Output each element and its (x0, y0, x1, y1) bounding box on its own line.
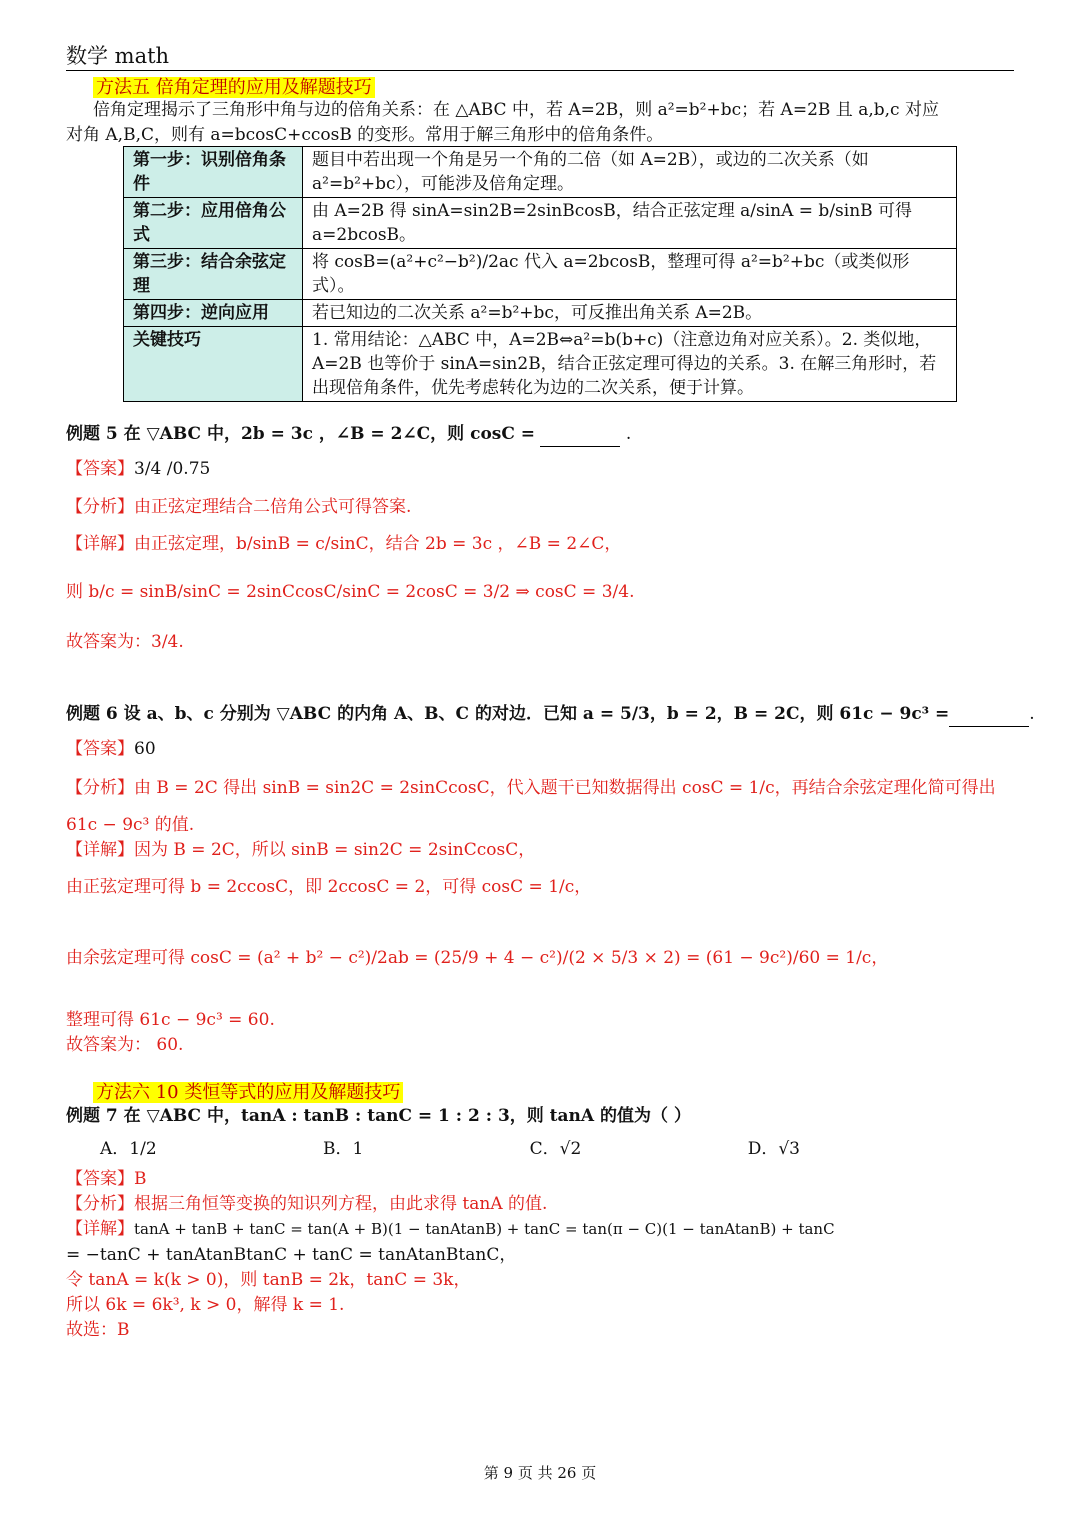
ex7-detail: 【详解】tanA + tanB + tanC = tan(A + B)(1 − tanAtanB) + tanC = tan(π − C)(1 − tanAtanB) + tanC (66, 1219, 835, 1239)
ex7-question: 例题 7 在 ▽ABC 中，tanA : tanB : tanC = 1 : 2 : 3，则 tanA 的值为（ ） (66, 1106, 691, 1126)
ex6-question: 例题 6 设 a、b、c 分别为 ▽ABC 的内角 A、B、C 的对边．已知 a = 5/3，b = 2，B = 2C，则 61c − 9c³ = . (66, 702, 1035, 727)
ex6-detail-line2: 由正弦定理可得 b = 2ccosC，即 2ccosC = 2，可得 cosC = 1/c， (66, 877, 592, 897)
step-label: 第二步：应用倍角公式 (124, 198, 303, 249)
ex6-conclusion: 故答案为： 60. (66, 1035, 184, 1055)
option-c[interactable]: C．√2 (529, 1139, 582, 1159)
ex7-answer: 【答案】B (66, 1169, 147, 1189)
ex6-detail-line3: 由余弦定理可得 cosC = (a² + b² − c²)/2ab = (25/9 + 4 − c²)/(2 × 5/3 × 2) = (61 − 9c²)/60 = 1/c， (66, 948, 889, 968)
ex5-conclusion: 故答案为：3/4. (66, 632, 184, 652)
step-content: 题目中若出现一个角是另一个角的二倍（如 A=2B），或边的二次关系（如 a²=b²+bc），可能涉及倍角定理。 (303, 147, 957, 198)
page-header-title: 数学 math (66, 44, 170, 68)
ex5-analysis: 【分析】由正弦定理结合二倍角公式可得答案. (66, 497, 412, 517)
method6-title: 方法六 10 类恒等式的应用及解题技巧 (93, 1078, 403, 1104)
ex7-options (100, 1137, 800, 1162)
ex6-detail: 【详解】因为 B = 2C，所以 sinB = sin2C = 2sinCcosC， (66, 840, 536, 860)
method5-steps-table (123, 146, 957, 402)
option-d[interactable]: D．√3 (747, 1139, 800, 1159)
step-content: 由 A=2B 得 sinA=sin2B=2sinBcosB，结合正弦定理 a/sinA = b/sinB 可得 a=2bcosB。 (303, 198, 957, 249)
ex6-analysis-line2: 61c − 9c³ 的值. (66, 815, 195, 835)
ex5-question: 例题 5 在 ▽ABC 中，2b = 3c ，∠B = 2∠C，则 cosC = . (66, 422, 631, 447)
page-number: 第 9 页 共 26 页 (483, 1464, 597, 1482)
step-content: 若已知边的二次关系 a²=b²+bc，可反推出角关系 A=2B。 (303, 300, 957, 327)
answer-blank (540, 430, 620, 447)
ex7-conclusion: 故选：B (66, 1320, 130, 1340)
table-row (124, 300, 957, 327)
ex5-detail-line2: 则 b/c = sinB/sinC = 2sinCcosC/sinC = 2cosC = 3/2 ⇒ cosC = 3/4. (66, 582, 635, 602)
ex6-detail-line4: 整理可得 61c − 9c³ = 60. (66, 1010, 275, 1030)
ex6-analysis: 【分析】由 B = 2C 得出 sinB = sin2C = 2sinCcosC，代入题干已知数据得出 cosC = 1/c，再结合余弦定理化简可得出 (66, 778, 996, 798)
ex7-detail-line2: = −tanC + tanAtanBtanC + tanC = tanAtanBtanC， (66, 1245, 517, 1265)
table-row (124, 249, 957, 300)
step-label: 第三步：结合余弦定理 (124, 249, 303, 300)
ex7-detail-line4: 所以 6k = 6k³, k > 0，解得 k = 1. (66, 1295, 345, 1315)
ex7-analysis: 【分析】根据三角恒等变换的知识列方程，由此求得 tanA 的值. (66, 1194, 548, 1214)
step-content: 1. 常用结论：△ABC 中，A=2B⇔a²=b(b+c)（注意边角对应关系）。2. 类似地，A=2B 也等价于 sinA=sin2B，结合正弦定理可得边的关系。3. 在解三角形时，若出现倍角条件，优先考虑转化为边的二次关系，便于计算。 (303, 327, 957, 402)
step-label: 关键技巧 (124, 327, 303, 402)
step-label: 第一步：识别倍角条件 (124, 147, 303, 198)
answer-blank (949, 710, 1029, 727)
ex7-detail-line3: 令 tanA = k(k > 0)，则 tanB = 2k，tanC = 3k， (66, 1270, 471, 1290)
method5-intro-line2: 对角 A,B,C，则有 a=bcosC+ccosB 的变形。常用于解三角形中的倍角条件。 (66, 125, 664, 145)
ex5-detail: 【详解】由正弦定理，b/sinB = c/sinC，结合 2b = 3c ，∠B = 2∠C， (66, 534, 622, 554)
ex6-answer: 【答案】60 (66, 739, 156, 759)
option-a[interactable]: A．1/2 (100, 1139, 157, 1159)
header-divider (66, 70, 1014, 71)
option-b[interactable]: B．1 (323, 1139, 364, 1159)
step-content: 将 cosB=(a²+c²−b²)/2ac 代入 a=2bcosB，整理可得 a²=b²+bc（或类似形式）。 (303, 249, 957, 300)
table-row (124, 147, 957, 198)
method5-intro-line1: 倍角定理揭示了三角形中角与边的倍角关系：在 △ABC 中，若 A=2B，则 a²=b²+bc；若 A=2B 且 a,b,c 对应 (93, 100, 939, 120)
method5-title: 方法五 倍角定理的应用及解题技巧 (93, 73, 375, 99)
ex5-answer: 【答案】3/4 /0.75 (66, 459, 211, 479)
step-label: 第四步：逆向应用 (124, 300, 303, 327)
table-row (124, 198, 957, 249)
table-row (124, 327, 957, 402)
